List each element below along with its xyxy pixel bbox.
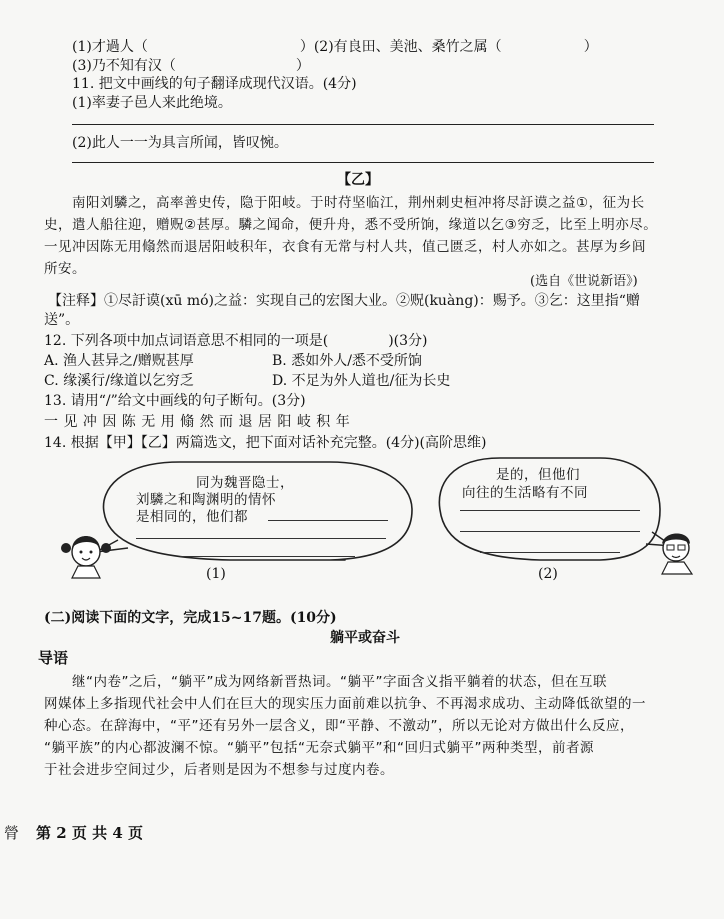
passage-source: (选自《世说新语》) [530,274,638,289]
q12-stem-end: )(3分) [388,333,428,349]
bubble-left-label: (1) [206,566,226,582]
passage-yi-line-2: 史，遣人船往迎，赠贶②甚厚。驎之闻命，便升舟，悉不受所饷，缘道以乞③穷乏，比至上明亦尽。 [44,217,658,233]
section2-title: 躺平或奋斗 [330,630,400,646]
bubble-right-answer-line-1 [460,510,640,511]
page-number: 第 2 页 共 4 页 [36,824,143,842]
cartoon-boy-icon [662,534,692,575]
bubble-right-line-2: 向往的生活略有不同 [462,485,588,501]
passage-yi-heading: 【乙】 [337,172,379,188]
q11-sentence2: (2)此人一一为具言所闻，皆叹惋。 [72,135,288,151]
bubble-left-line-3: 是相同的，他们都 [136,509,248,525]
passage-yi-line-3: 一见冲因陈无用翛然而退居阳岐积年，衣食有无常与村人共，值己匮乏，村人亦如之。甚厚为乡闾 [44,239,646,255]
q11-sentence1: (1)率妻子邑人来此绝境。 [72,95,232,111]
q10-close: ） [583,39,598,55]
q10-item3: (3)乃不知有汉（ [72,58,176,74]
q13-stem: 13. 请用“/”给文中画线的句子断句。(3分) [44,393,306,409]
bubble-left-answer-line-2 [136,538,386,539]
q14-stem: 14. 根据【甲】【乙】两篇选文，把下面对话补充完整。(4分)(高阶思维) [44,435,487,451]
q12-option-b: B. 悉如外人/悉不受所饷 [272,353,422,369]
bubble-right-line-1: 是的，但他们 [496,467,580,483]
q11-stem: 11. 把文中画线的句子翻译成现代汉语。(4分) [72,76,357,92]
daoyu-line-2: 网媒体上多指现代社会中人们在巨大的现实压力面前难以抗争、不再渴求成功、主动降低欲望的一 [44,696,646,712]
cartoon-girl-icon [61,536,111,578]
q12-option-d: D. 不足为外人道也/征为长史 [272,373,451,389]
daoyu-line-3: 种心态。在辞海中，“平”还有另外一层含义，即“平静、不激动”，所以无论对方做出什么反应， [44,718,634,734]
footer-mark: 膋 [4,824,20,842]
bubble-left-tail [96,540,128,552]
q12-stem-text: 12. 下列各项中加点词语意思不相同的一项是( [44,333,329,349]
daoyu-line-1: 继“内卷”之后，“躺平”成为网络新晋热词。“躺平”字面含义指平躺着的状态，但在互联 [72,674,607,690]
bubble-left-line-2: 刘驎之和陶渊明的情怀 [136,492,276,508]
bubble-left-answer-line-1 [268,520,388,521]
q10-close2: ） [295,58,310,74]
q12-option-a: A. 渔人甚异之/赠贶甚厚 [44,353,194,369]
passage-yi-line-4: 所安。 [44,261,86,277]
q10-item2: ）(2)有良田、美池、桑竹之属（ [299,39,502,55]
passage-yi-line-1: 南阳刘驎之，高率善史传，隐于阳岐。于时苻坚临江，荆州刺史桓冲将尽訏谟之益①，征为长 [72,195,645,211]
section2-stem: (二)阅读下面的文字，完成15~17题。(10分) [44,610,337,626]
bubble-right-label: (2) [538,566,558,582]
daoyu-line-5: 于社会进步空间过少，后者则是因为不想参与过度内卷。 [44,762,394,778]
bubble-left-line-1: 同为魏晋隐士， [196,475,294,491]
daoyu-heading: 导语 [38,649,69,667]
note-line-1: 【注释】①尽訏谟(xū mó)之益：实现自己的宏图大业。②贶(kuàng)：赐予。③乞：这里指“赠 [48,293,640,309]
bubble-left-answer-line-3 [180,556,355,557]
q13-sentence: 一 见 冲 因 陈 无 用 翛 然 而 退 居 阳 岐 积 年 [44,414,351,430]
daoyu-line-4: “躺平族”的内心都波澜不惊。“躺平”包括“无奈式躺平”和“回归式躺平”两种类型，前者源 [44,740,594,756]
note-line-2: 送”。 [44,312,80,328]
bubble-right-answer-line-3 [480,552,620,553]
bubble-right-answer-line-2 [460,531,640,532]
q12-option-c: C. 缘溪行/缘道以乞穷乏 [44,373,194,389]
q10-item1: (1)才過人（ [72,39,148,55]
